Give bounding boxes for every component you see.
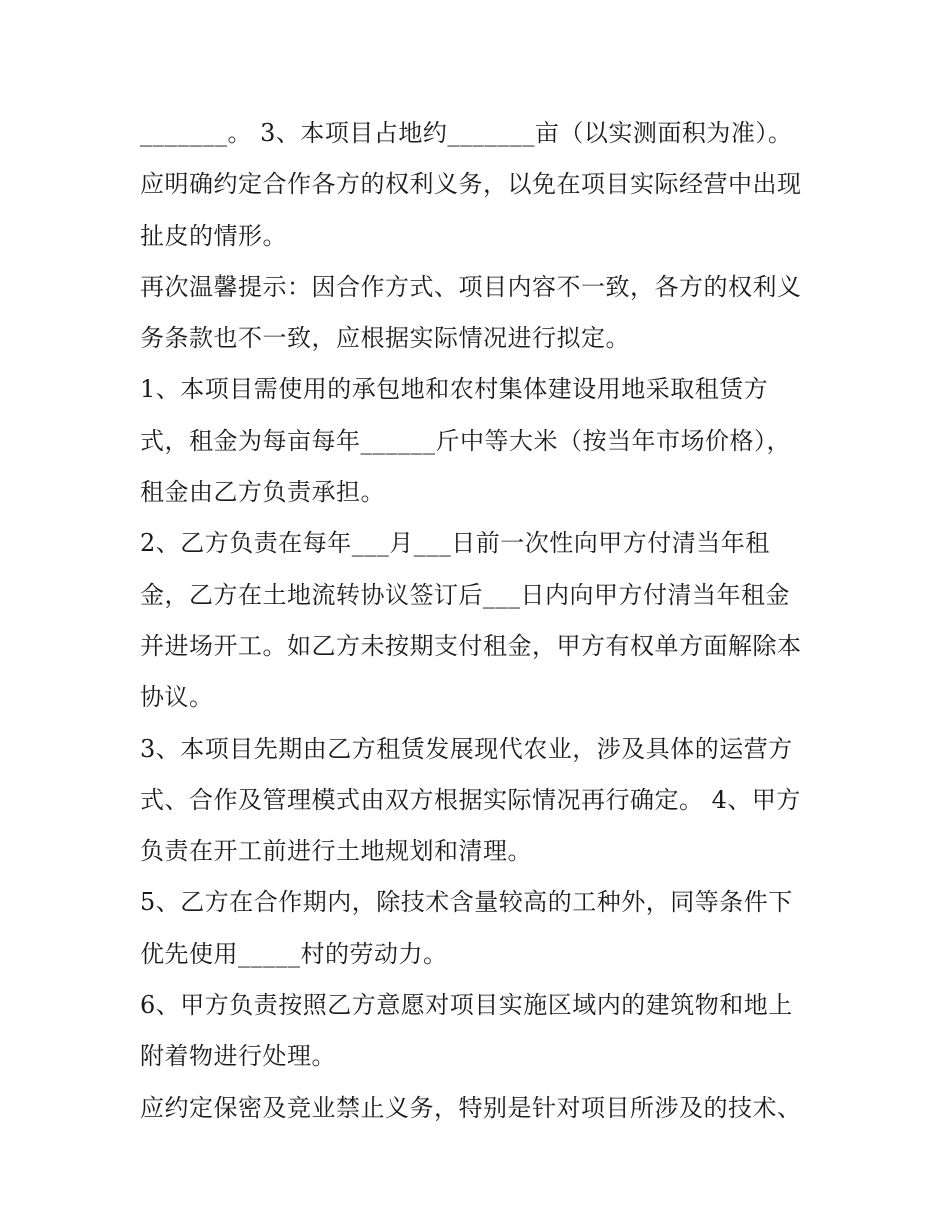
text-line: 式、合作及管理模式由双方根据实际情况再行确定。 4、甲方 [140, 785, 801, 814]
text-line: 负责在开工前进行土地规划和清理。 [140, 837, 532, 866]
text-line: 1、本项目需使用的承包地和农村集体建设用地采取租赁方 [140, 375, 769, 404]
text-line: 租金由乙方负责承担。 [140, 478, 385, 507]
text-line: 扯皮的情形。 [140, 221, 287, 250]
document-body [140, 108, 820, 1134]
text-line: 应约定保密及竞业禁止义务，特别是针对项目所涉及的技术、 [140, 1093, 802, 1122]
text-line: 务条款也不一致，应根据实际情况进行拟定。 [140, 324, 630, 353]
text-line: 金，乙方在土地流转协议签订后___日内向甲方付清当年租金 [140, 580, 790, 609]
text-line: 再次温馨提示：因合作方式、项目内容不一致，各方的权利义 [140, 272, 802, 301]
text-line: 并进场开工。如乙方未按期支付租金，甲方有权单方面解除本 [140, 631, 802, 660]
text-line: 2、乙方负责在每年___月___日前一次性向甲方付清当年租 [140, 529, 770, 558]
text-line: 协议。 [140, 683, 214, 712]
text-line: 优先使用_____村的劳动力。 [140, 939, 448, 968]
text-line: 附着物进行处理。 [140, 1042, 336, 1071]
text-line: 5、乙方在合作期内，除技术含量较高的工种外，同等条件下 [140, 888, 793, 917]
text-line: 式，租金为每亩每年______斤中等大米（按当年市场价格）， [140, 426, 791, 455]
text-line: 应明确约定合作各方的权利义务，以免在项目实际经营中出现 [140, 170, 802, 199]
text-line: _______。 3、本项目占地约_______亩（以实测面积为准）。 [140, 119, 793, 147]
text-line: 6、甲方负责按照乙方意愿对项目实施区域内的建筑物和地上 [140, 991, 793, 1020]
text-line: 3、本项目先期由乙方租赁发展现代农业，涉及具体的运营方 [140, 734, 793, 763]
